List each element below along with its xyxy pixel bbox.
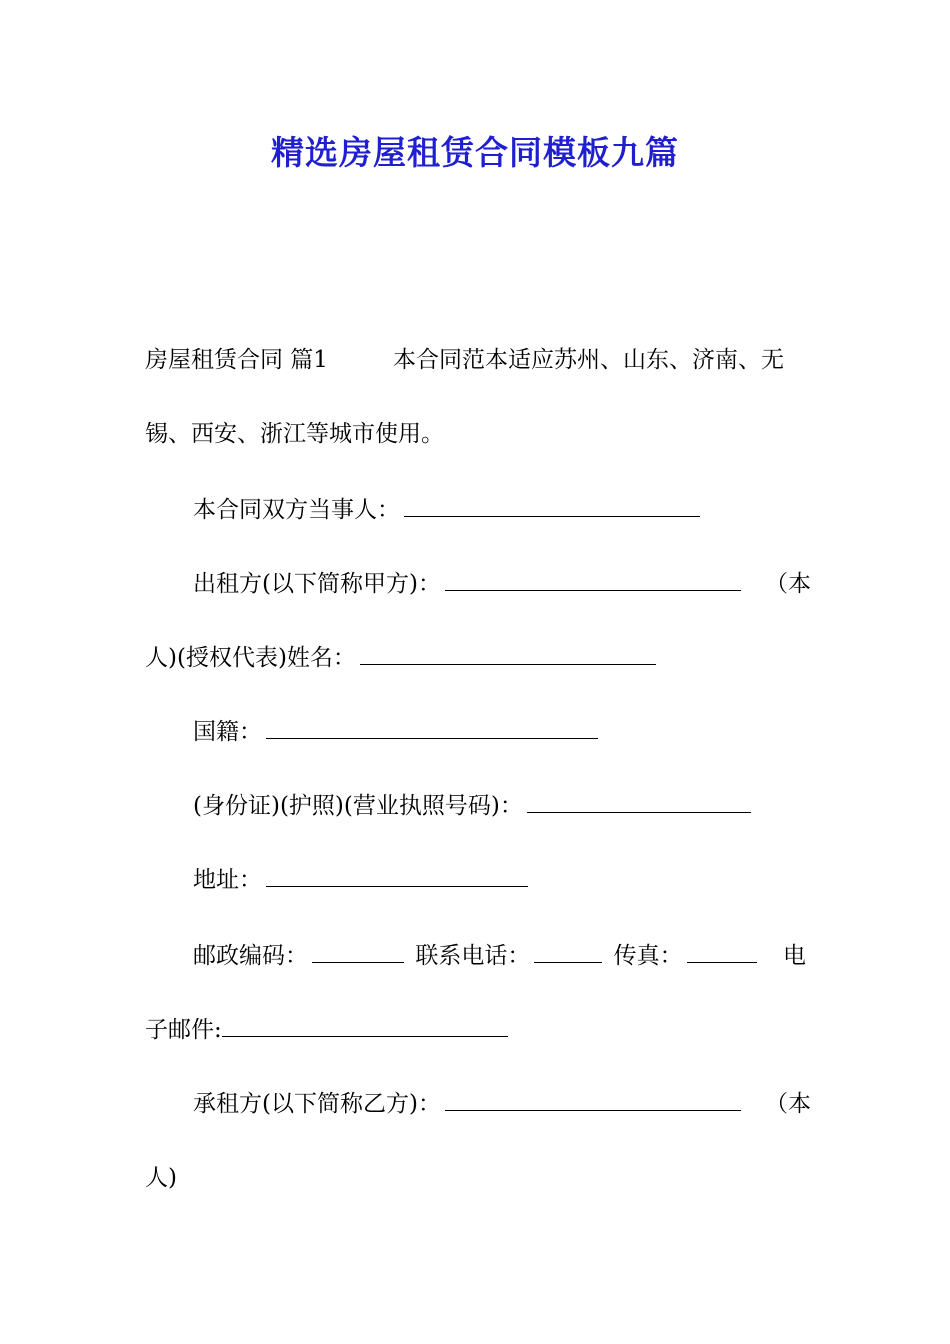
lessor-line (193, 568, 745, 600)
email-line (145, 1014, 512, 1046)
lessor-line-end (765, 568, 811, 600)
lessee-line (193, 1088, 745, 1120)
phone-blank[interactable] (534, 942, 602, 963)
id-line (193, 790, 755, 822)
address-label: 地址： (193, 867, 262, 893)
address-line (193, 864, 532, 896)
lessee-blank[interactable] (445, 1090, 741, 1111)
intro-text-continued (145, 418, 444, 450)
contact-line (193, 940, 761, 972)
intro-text-line (393, 344, 784, 376)
lessee-end-text: （本 (765, 1091, 811, 1117)
parties-line (193, 494, 704, 526)
address-blank[interactable] (266, 866, 528, 887)
nationality-label: 国籍： (193, 719, 262, 745)
lessee-continued-text: 人) (145, 1165, 177, 1191)
email-blank[interactable] (222, 1016, 508, 1037)
document-title: 精选房屋租赁合同模板九篇 (271, 133, 679, 172)
lessor-blank[interactable] (445, 570, 741, 591)
postcode-label: 邮政编码： (193, 943, 308, 969)
phone-label: 联系电话： (415, 943, 531, 969)
email-label-start (783, 940, 806, 972)
lessor-end-text: （本 (765, 571, 811, 597)
lessee-line-end (765, 1088, 811, 1120)
email-label-part1: 电 (783, 943, 806, 969)
intro-text-2: 锡、西安、浙江等城市使用。 (145, 421, 444, 447)
lessee-label: 承租方(以下简称乙方)： (193, 1091, 441, 1117)
fax-label: 传真： (613, 943, 683, 969)
nationality-blank[interactable] (266, 718, 598, 739)
lessor-name-blank[interactable] (360, 644, 656, 665)
section-label: 房屋租赁合同 篇1 (145, 347, 328, 373)
email-label-part2: 子邮件: (145, 1017, 222, 1043)
nationality-line (193, 716, 602, 748)
id-blank[interactable] (527, 792, 751, 813)
lessee-continued-line (145, 1162, 177, 1194)
lessor-label: 出租方(以下简称甲方)： (193, 571, 441, 597)
lessor-name-label: 人)(授权代表)姓名： (145, 645, 356, 671)
intro-text: 本合同范本适应苏州、山东、济南、无 (393, 347, 784, 373)
lessor-name-line (145, 642, 660, 674)
fax-blank[interactable] (687, 942, 757, 963)
parties-blank[interactable] (404, 496, 700, 517)
parties-label: 本合同双方当事人： (193, 497, 400, 523)
id-label: (身份证)(护照)(营业执照号码)： (193, 793, 523, 819)
contract-heading-line (145, 344, 328, 376)
postcode-blank[interactable] (312, 942, 404, 963)
